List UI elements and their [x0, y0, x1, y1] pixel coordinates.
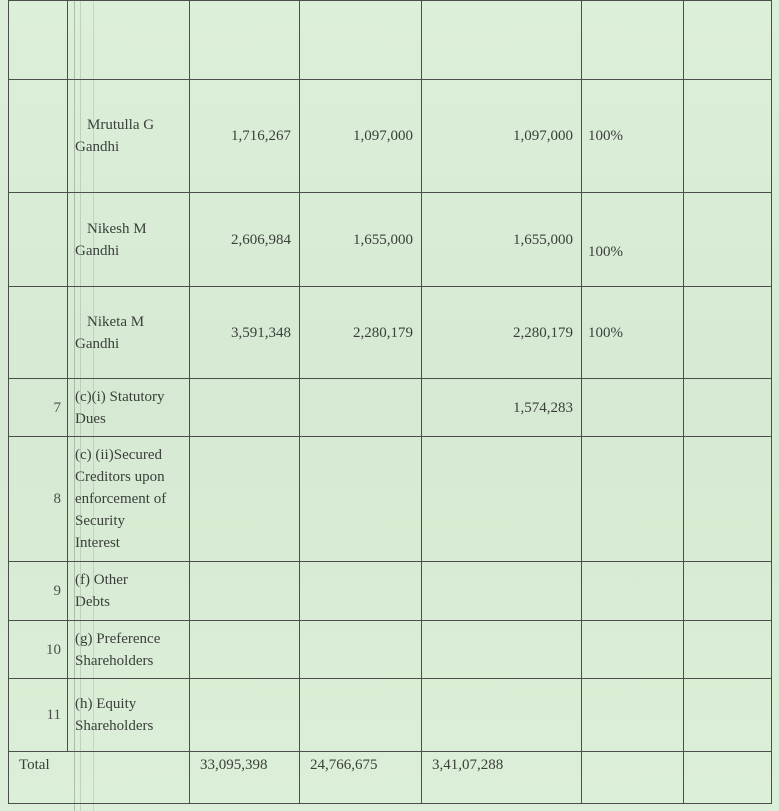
table-row: [9, 621, 772, 679]
total-claimed-cell: 33,095,398: [190, 752, 300, 804]
claimant-name-line: (g) Preference: [75, 630, 161, 647]
claimant-cell: [68, 1, 190, 80]
percentage-cell: 100%: [582, 287, 684, 379]
sr-no-cell: 9: [9, 562, 68, 621]
total-label-cell: Total: [9, 752, 190, 804]
claimant-name-line: (h) Equity: [75, 696, 137, 712]
remarks-cell: [684, 80, 772, 193]
amount-distributed-cell: 1,097,000: [422, 80, 582, 193]
remarks-cell: [684, 621, 772, 679]
claimant-cell: [68, 437, 190, 562]
sr-no-cell: 11: [9, 679, 68, 752]
sr-no-cell: 8: [9, 437, 68, 562]
claimant-name-line: Shareholders: [75, 652, 154, 669]
amount-distributed-cell: [422, 621, 582, 679]
remarks-cell: [684, 562, 772, 621]
claimant-cell: [68, 562, 190, 621]
claimant-cell: [68, 287, 190, 379]
amount-admitted-cell: [300, 562, 422, 621]
claimant-name-line: (c)(i) Statutory: [75, 388, 165, 405]
table-row: [9, 679, 772, 752]
total-distributed-cell: 3,41,07,288: [422, 752, 582, 804]
percentage-cell: [582, 437, 684, 562]
claimant-cell: [68, 621, 190, 679]
remarks-cell: [684, 437, 772, 562]
percentage-cell: [582, 562, 684, 621]
percentage-cell: 100%: [582, 80, 684, 193]
table-row: [9, 379, 772, 437]
remarks-cell: [684, 193, 772, 287]
amount-claimed-cell: [190, 437, 300, 562]
claimant-name-line: Security: [75, 513, 125, 529]
amount-admitted-cell: [300, 1, 422, 80]
claimant-name-line: enforcement of: [75, 491, 167, 507]
total-row: [9, 752, 772, 804]
amount-distributed-cell: [422, 437, 582, 562]
amount-distributed-cell: [422, 1, 582, 80]
table-row: [9, 287, 772, 379]
amount-claimed-cell: [190, 621, 300, 679]
claimant-name-line: Dues: [75, 410, 106, 427]
sr-no-cell: 10: [9, 621, 68, 679]
remarks-cell: [684, 679, 772, 752]
percentage-cell: [582, 1, 684, 80]
claimant-name-line: Nikesh M: [87, 220, 147, 237]
percentage-cell: [582, 379, 684, 437]
amount-claimed-cell: [190, 679, 300, 752]
sr-no-cell: [9, 80, 68, 193]
amount-distributed-cell: [422, 562, 582, 621]
remarks-cell: [684, 287, 772, 379]
claimant-name-line: Gandhi: [75, 335, 120, 352]
amount-claimed-cell: [190, 562, 300, 621]
amount-claimed-cell: 3,591,348: [190, 287, 300, 379]
amount-claimed-cell: 1,716,267: [190, 80, 300, 193]
claimant-cell: [68, 193, 190, 287]
table-row: [9, 80, 772, 193]
claims-table: [8, 0, 772, 804]
scan-line-artifact: [74, 0, 75, 811]
amount-admitted-cell: [300, 379, 422, 437]
total-remarks-cell: [684, 752, 772, 804]
remarks-cell: [684, 1, 772, 80]
claimant-name-line: (c) (ii)Secured: [75, 447, 163, 463]
claimant-name-line: Gandhi: [75, 139, 120, 155]
sr-no-cell: [9, 1, 68, 80]
amount-admitted-cell: 2,280,179: [300, 287, 422, 379]
sr-no-cell: [9, 193, 68, 287]
amount-distributed-cell: 1,655,000: [422, 193, 582, 287]
amount-claimed-cell: [190, 1, 300, 80]
claimant-name-line: (f) Other: [75, 572, 128, 588]
total-admitted-cell: 24,766,675: [300, 752, 422, 804]
amount-claimed-cell: 2,606,984: [190, 193, 300, 287]
amount-admitted-cell: 1,655,000: [300, 193, 422, 287]
claimant-name-line: Mrutulla G: [87, 117, 155, 133]
table-row: [9, 193, 772, 287]
scan-line-artifact: [80, 0, 81, 811]
claimant-cell: [68, 679, 190, 752]
claimant-cell: [68, 80, 190, 193]
amount-distributed-cell: 2,280,179: [422, 287, 582, 379]
scan-line-artifact: [93, 0, 94, 811]
amount-admitted-cell: [300, 621, 422, 679]
amount-distributed-cell: [422, 679, 582, 752]
amount-admitted-cell: [300, 437, 422, 562]
amount-claimed-cell: [190, 379, 300, 437]
remarks-cell: [684, 379, 772, 437]
percentage-cell: [582, 193, 684, 287]
amount-distributed-cell: 1,574,283: [422, 379, 582, 437]
percentage-cell: [582, 621, 684, 679]
table-row: [9, 1, 772, 80]
claimant-name-line: Gandhi: [75, 242, 120, 259]
table-row: [9, 437, 772, 562]
table-row: [9, 562, 772, 621]
claimant-name-line: Shareholders: [75, 718, 154, 734]
claimant-name-line: Interest: [75, 535, 120, 551]
claimant-name-line: Creditors upon: [75, 469, 165, 485]
total-percentage-cell: [582, 752, 684, 804]
claimant-cell: [68, 379, 190, 437]
claimant-name-line: Niketa M: [87, 313, 145, 330]
percentage-value: 100%: [588, 243, 623, 260]
amount-admitted-cell: [300, 679, 422, 752]
percentage-cell: [582, 679, 684, 752]
sr-no-cell: [9, 287, 68, 379]
claimant-name-line: Debts: [75, 594, 110, 610]
amount-admitted-cell: 1,097,000: [300, 80, 422, 193]
sr-no-cell: 7: [9, 379, 68, 437]
